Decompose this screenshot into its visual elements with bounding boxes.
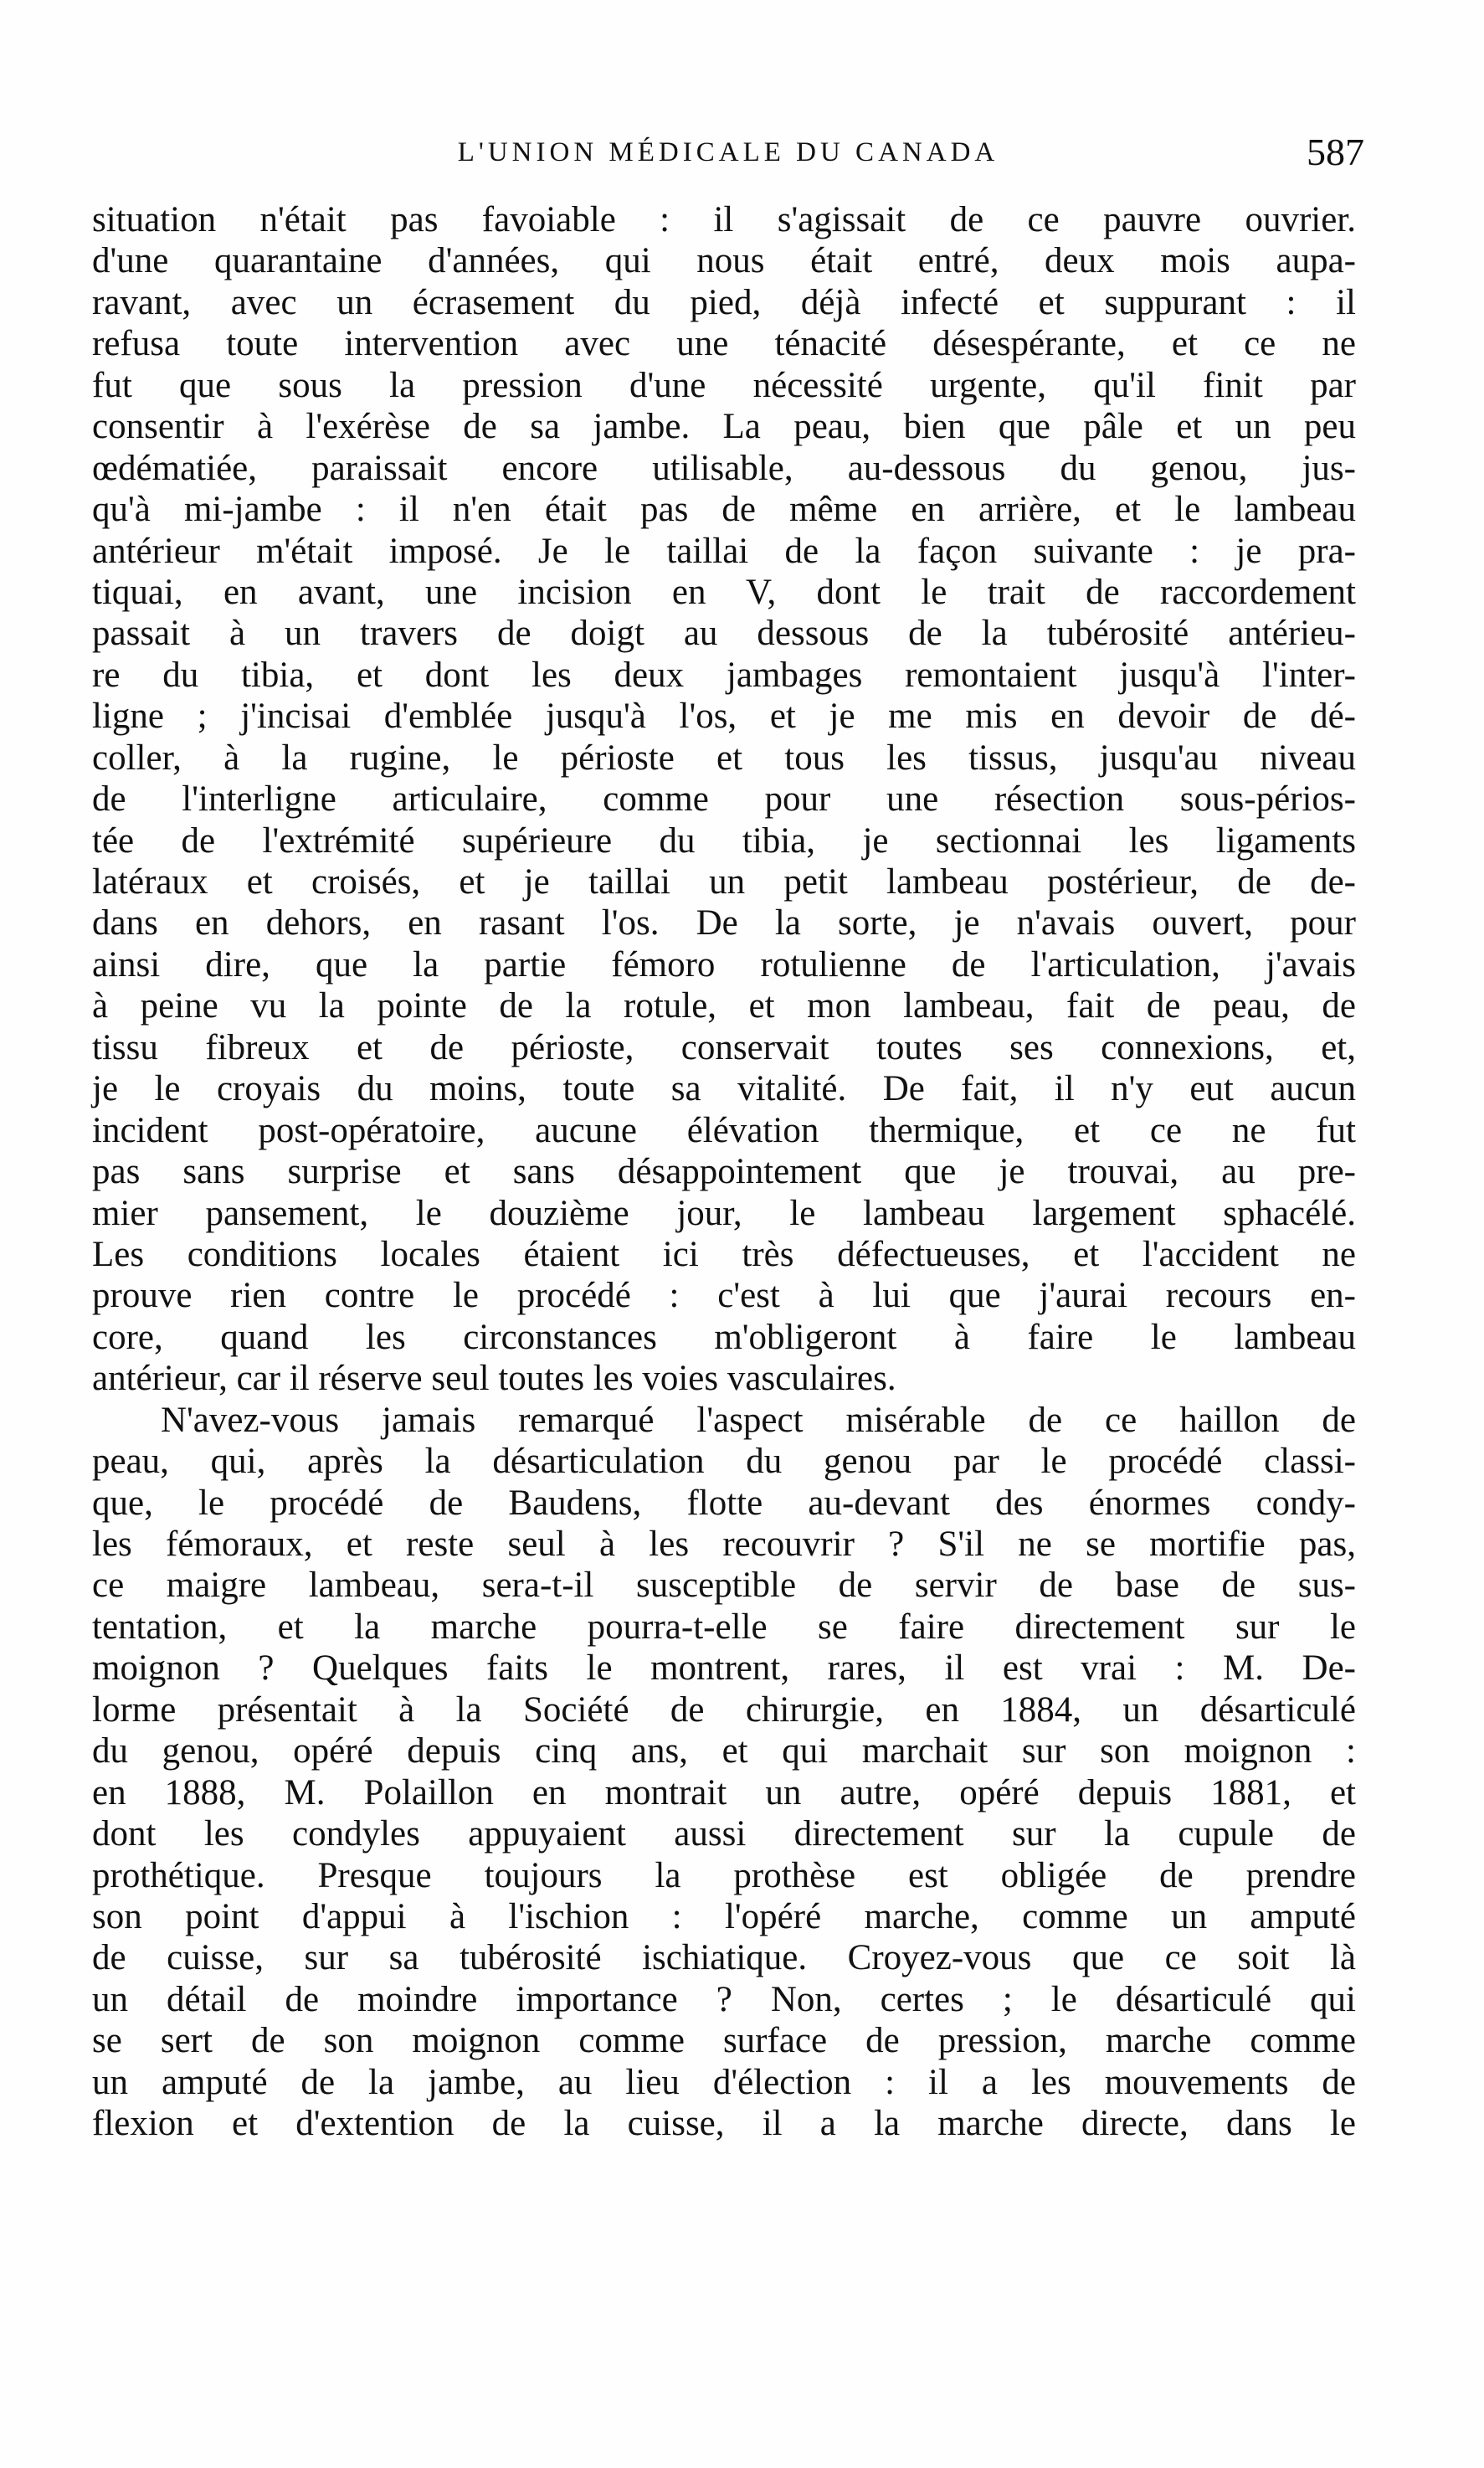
text-line: ravant, avec un écrasement du pied, déjà infecté et suppurant : il: [92, 282, 1356, 322]
text-line: refusa toute intervention avec une ténacité désespérante, et ce ne: [92, 324, 1356, 364]
text-line: latéraux et croisés, et je taillai un petit lambeau postérieur, de de-: [92, 862, 1356, 902]
text-line: fut que sous la pression d'une nécessité urgente, qu'il finit par: [92, 365, 1356, 405]
text-line: peau, qui, après la désarticulation du genou par le procédé classi-: [92, 1442, 1356, 1482]
text-line: core, quand les circonstances m'obligeront à faire le lambeau: [92, 1317, 1356, 1357]
page-header: [92, 127, 1364, 177]
text-line: en 1888, M. Polaillon en montrait un autre, opéré depuis 1881, et: [92, 1772, 1356, 1812]
text-line: flexion et d'extention de la cuisse, il a la marche directe, dans le: [92, 2104, 1356, 2144]
text-line: moignon ? Quelques faits le montrent, rares, il est vrai : M. De-: [92, 1648, 1356, 1689]
text-line: re du tibia, et dont les deux jambages remontaient jusqu'à l'inter-: [92, 655, 1356, 695]
text-line: tiquai, en avant, une incision en V, dont le trait de raccordement: [92, 572, 1356, 612]
text-line: les fémoraux, et reste seul à les recouvrir ? S'il ne se mortifie pas,: [92, 1525, 1356, 1564]
page-number: 587: [1307, 131, 1364, 173]
text-line: qu'à mi-jambe : il n'en était pas de même en arrière, et le lambeau: [92, 490, 1356, 530]
text-line: je le croyais du moins, toute sa vitalité. De fait, il n'y eut aucun: [92, 1069, 1356, 1109]
text-line: son point d'appui à l'ischion : l'opéré marche, comme un amputé: [92, 1896, 1356, 1936]
text-line: coller, à la rugine, le périoste et tous les tissus, jusqu'au niveau: [92, 738, 1356, 778]
text-line: lorme présentait à la Société de chirurgie, en 1884, un désarticulé: [92, 1689, 1356, 1730]
text-line: consentir à l'exérèse de sa jambe. La peau, bien que pâle et un peu: [92, 407, 1356, 447]
text-line: œdématiée, paraissait encore utilisable, au-dessous du genou, jus-: [92, 448, 1356, 488]
text-line: ainsi dire, que la partie fémoro rotulienne de l'articulation, j'avais: [92, 944, 1356, 985]
running-title: L'UNION MÉDICALE DU CANADA: [457, 137, 999, 167]
text-line: antérieur m'était imposé. Je le taillai de la façon suivante : je pra-: [92, 531, 1356, 571]
text-line: de l'interligne articulaire, comme pour une résection sous-périos-: [92, 779, 1356, 820]
text-line: se sert de son moignon comme surface de pression, marche comme: [92, 2021, 1356, 2061]
text-line: ligne ; j'incisai d'emblée jusqu'à l'os, et je me mis en devoir de dé-: [92, 697, 1356, 737]
text-line: tissu fibreux et de périoste, conservait toutes ses connexions, et,: [92, 1027, 1356, 1067]
text-line: dans en dehors, en rasant l'os. De la sorte, je n'avais ouvert, pour: [92, 903, 1356, 943]
text-line: incident post-opératoire, aucune élévation thermique, et ce ne fut: [92, 1110, 1356, 1150]
text-line: du genou, opéré depuis cinq ans, et qui marchait sur son moignon :: [92, 1731, 1356, 1771]
text-line: pas sans surprise et sans désappointement que je trouvai, au pre-: [92, 1152, 1356, 1192]
text-line: prouve rien contre le procédé : c'est à lui que j'aurai recours en-: [92, 1276, 1356, 1316]
paragraph-start-line: N'avez-vous jamais remarqué l'aspect misérable de ce haillon de: [161, 1400, 1356, 1440]
text-line: ce maigre lambeau, sera-t-il susceptible de servir de base de sus-: [92, 1566, 1356, 1606]
text-line: tentation, et la marche pourra-t-elle se faire directement sur le: [92, 1607, 1356, 1647]
text-line: que, le procédé de Baudens, flotte au-devant des énormes condy-: [92, 1483, 1356, 1523]
text-line: tée de l'extrémité supérieure du tibia, je sectionnai les ligaments: [92, 820, 1356, 861]
text-line: passait à un travers de doigt au dessous de la tubérosité antérieu-: [92, 614, 1356, 654]
text-line: dont les condyles appuyaient aussi directement sur la cupule de: [92, 1814, 1356, 1854]
text-line: un amputé de la jambe, au lieu d'élection : il a les mouvements de: [92, 2062, 1356, 2102]
text-line: d'une quarantaine d'années, qui nous était entré, deux mois aupa-: [92, 241, 1356, 281]
text-line: mier pansement, le douzième jour, le lambeau largement sphacélé.: [92, 1193, 1356, 1233]
text-line: Les conditions locales étaient ici très défectueuses, et l'accident ne: [92, 1234, 1356, 1274]
body-text: [92, 199, 1356, 2145]
text-line: de cuisse, sur sa tubérosité ischiatique. Croyez-vous que ce soit là: [92, 1938, 1356, 1978]
paragraph-end-line: antérieur, car il réserve seul toutes les voies vasculaires.: [92, 1359, 896, 1399]
text-line: un détail de moindre importance ? Non, certes ; le désarticulé qui: [92, 1979, 1356, 2019]
text-line: situation n'était pas favoiable : il s'agissait de ce pauvre ouvrier.: [92, 200, 1356, 239]
text-line: prothétique. Presque toujours la prothèse est obligée de prendre: [92, 1855, 1356, 1895]
text-line: à peine vu la pointe de la rotule, et mon lambeau, fait de peau, de: [92, 986, 1356, 1026]
